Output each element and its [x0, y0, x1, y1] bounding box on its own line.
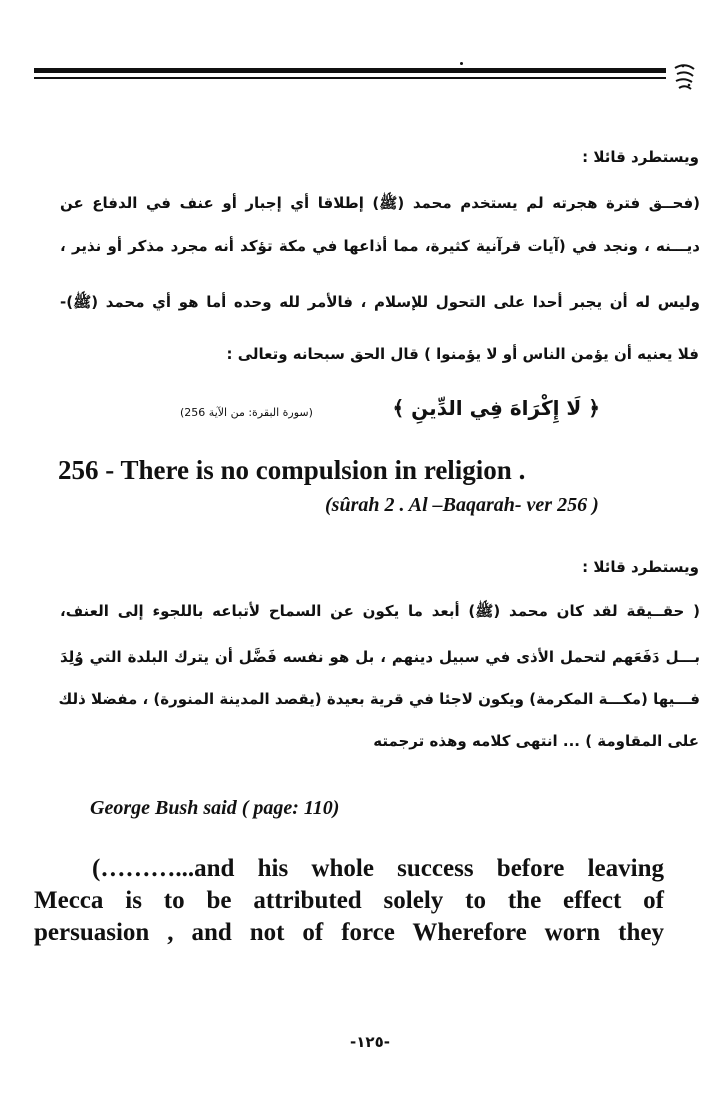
section2-line-1: ( حقــيقة لقد كان محمد (ﷺ) أبعد ما يكون عن السماح لأتباعه باللجوء إلى العنف، [60, 602, 700, 620]
header-rule-thin [34, 77, 666, 79]
section1-line-1: (فحــق فترة هجرته لم يستخدم محمد (ﷺ) إطلاقا أي إجبار أو عنف في الدفاع عن [60, 194, 700, 212]
quote-source: George Bush said ( page: 110) [90, 797, 340, 819]
section1-line-4: فلا يعنيه أن يؤمن الناس أو لا يؤمنوا ) قال الحق سبحانه وتعالى : [226, 345, 699, 363]
quran-verse-reference: (سورة البقرة: من الآية 256) [180, 406, 313, 419]
section2-line-2: بـــل دَفَعَهم لتحمل الأذى في سبيل دينهم ، بل هو نفسه فَضَّل أن يترك البلدة التي وُلِدَ [60, 648, 700, 666]
section2-line-3: فـــيها (مكـــة المكرمة) ويكون لاجئا في قرية بعيدة (يقصد المدينة المنورة) ، مفضلا ذلك [58, 690, 700, 708]
section1-intro: ويستطرد قائلا : [582, 148, 699, 166]
section1-line-3: وليس له أن يجبر أحدا على التحول للإسلام ، فالأمر لله وحده أما هو أي محمد (ﷺ)- [60, 293, 700, 311]
header-rule-thick [34, 68, 666, 73]
english-verse-citation: (sûrah 2 . Al –Baqarah- ver 256 ) [325, 494, 599, 516]
quote-line-1: (………...and his whole success before leaving [92, 855, 664, 882]
section2-line-4: على المقاومة ) ... انتهى كلامه وهذه ترجمته [373, 732, 699, 750]
quote-line-3: persuasion , and not of force Wherefore worn they [34, 919, 664, 946]
page-number: -١٢٥- [350, 1033, 390, 1051]
section2-intro: ويستطرد قائلا : [582, 558, 699, 576]
english-verse-line: 256 - There is no compulsion in religion . [58, 455, 526, 485]
quote-line-2: Mecca is to be attributed solely to the effect of [34, 887, 664, 914]
header-dot [460, 62, 463, 65]
quran-verse: ﴿ لَا إِكْرَاهَ فِي الدِّينِ ﴾ [392, 396, 600, 420]
calligraphy-logo-icon [672, 62, 698, 92]
quran-verse-row [180, 396, 600, 430]
section1-line-2: ديـــنه ، ونجد في (آيات قرآنية كثيرة، مما أذاعها في مكة تؤكد أنه مجرد مذكر أو نذير ، [60, 237, 700, 255]
